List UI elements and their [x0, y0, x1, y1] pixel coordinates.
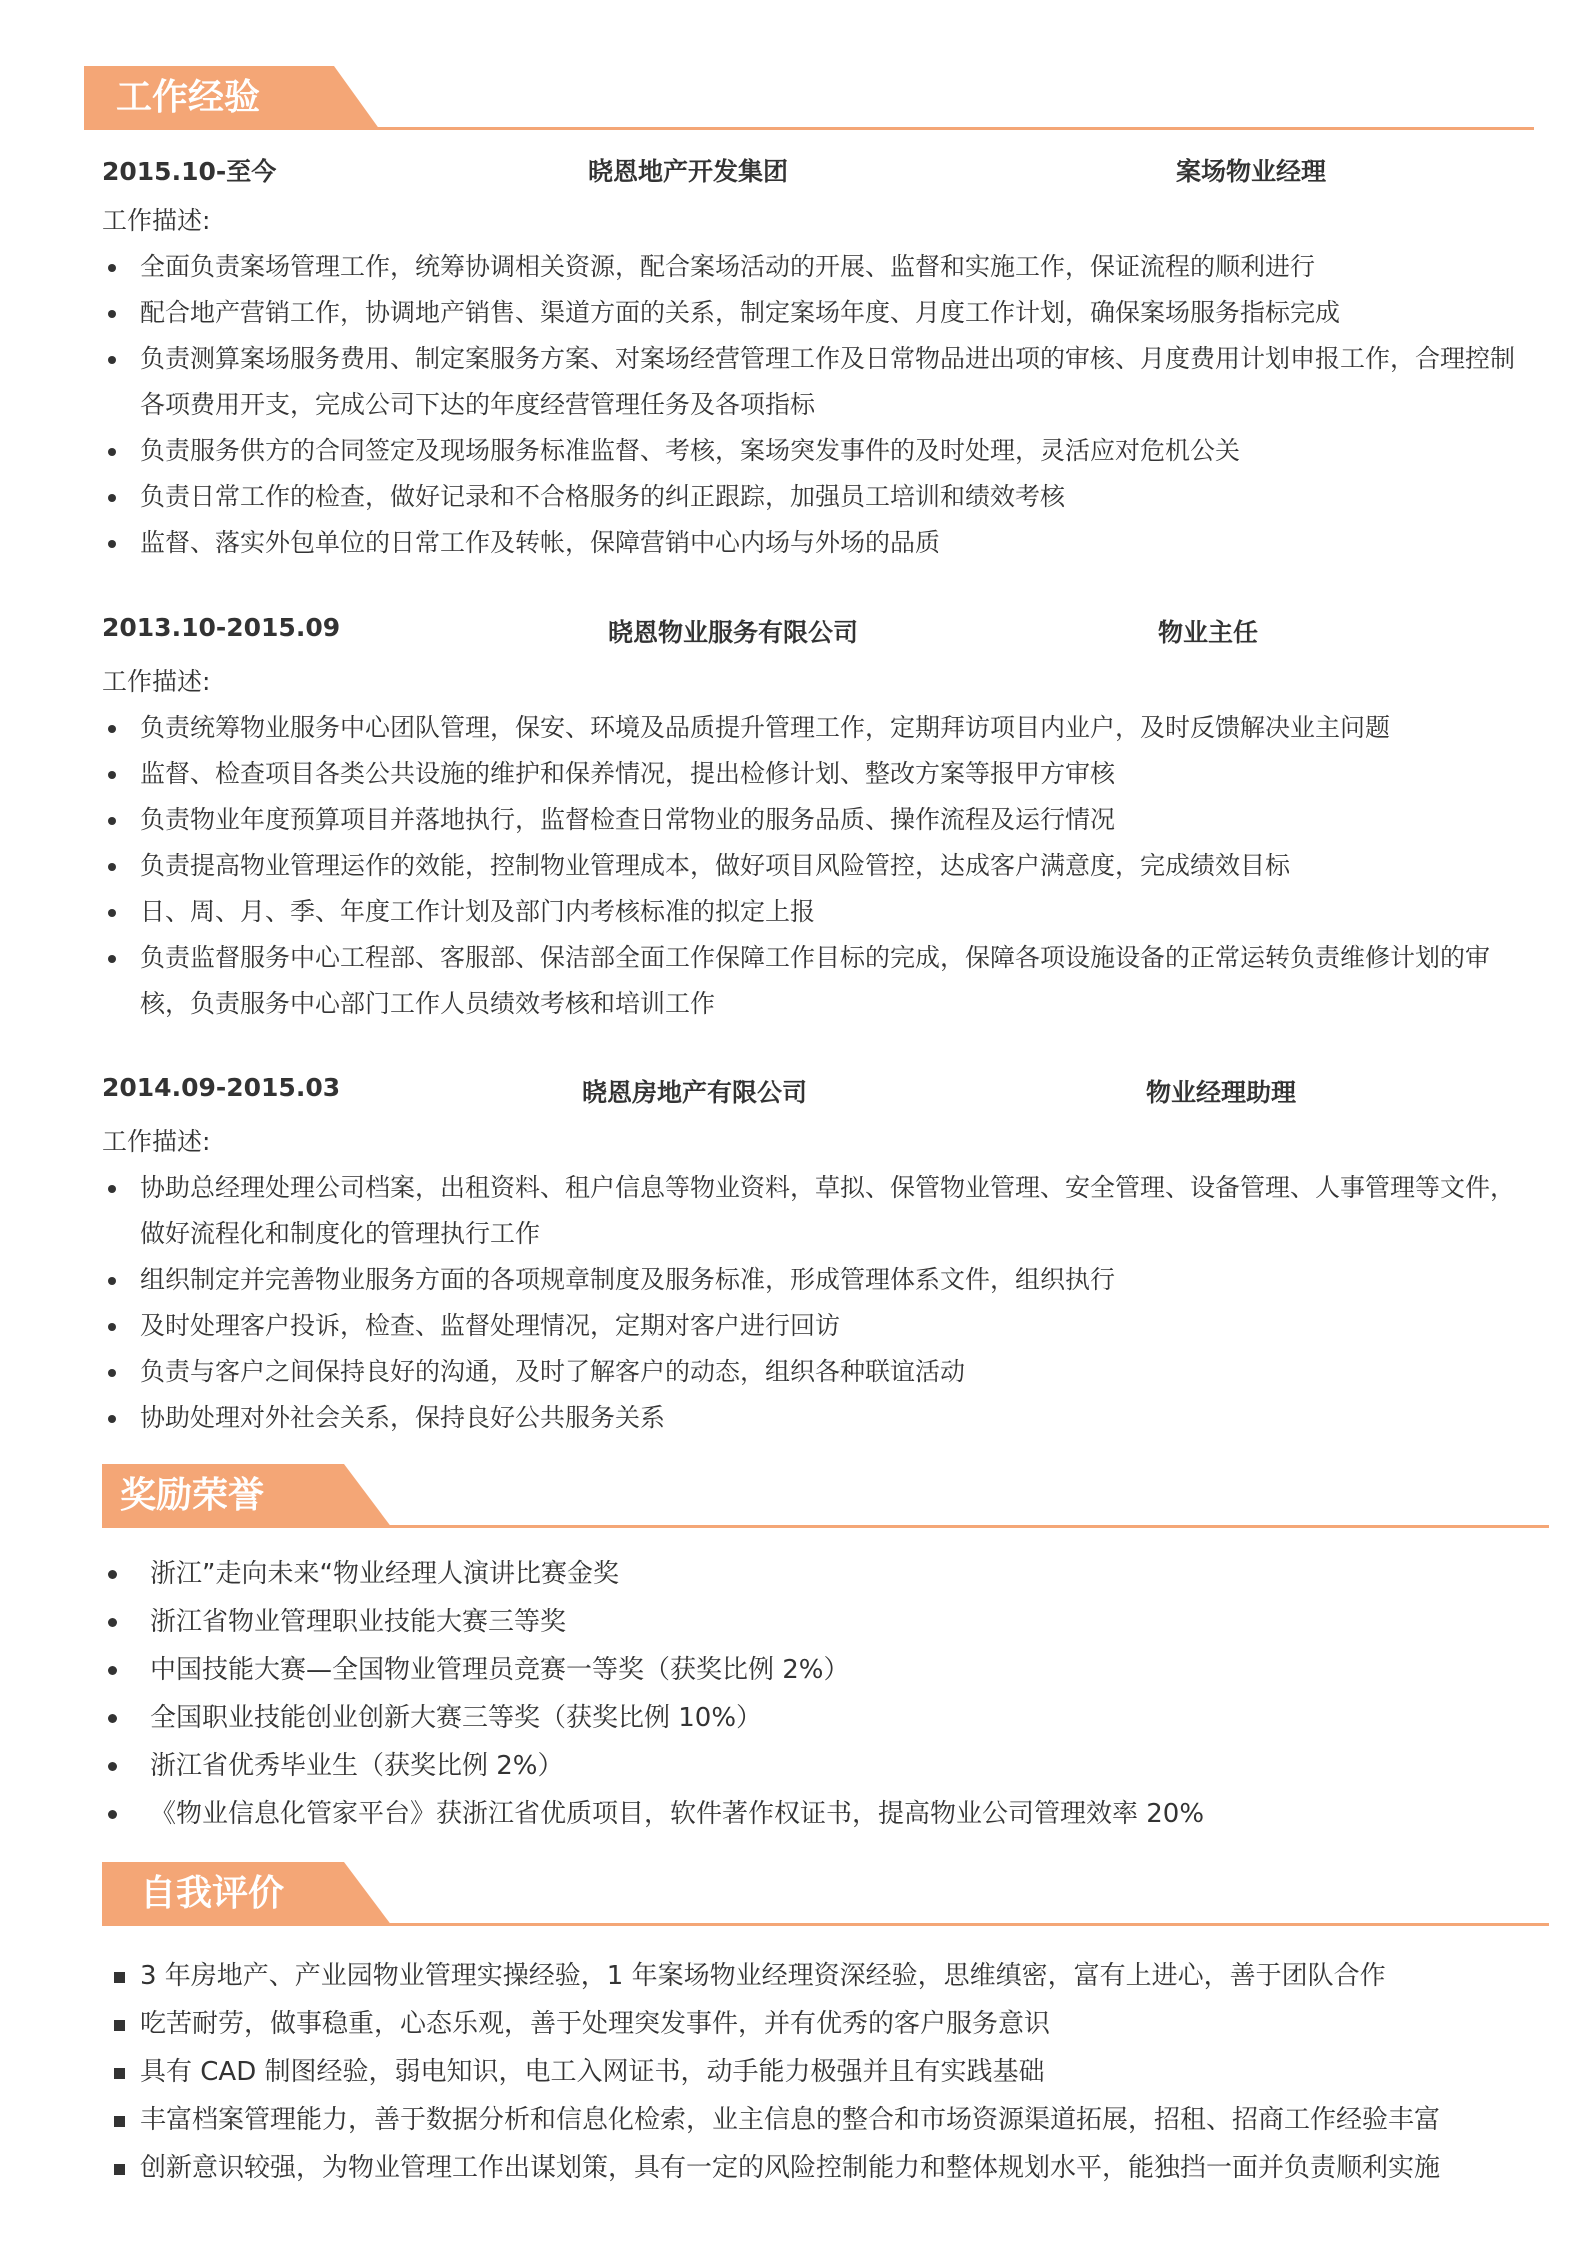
job-company: 晓恩物业服务有限公司 [608, 618, 859, 647]
section-title: 奖励荣誉 [120, 1475, 265, 1516]
list-item: 中国技能大赛—全国物业管理员竞赛一等奖（获奖比例 2%） [102, 1646, 1542, 1694]
job-duties [102, 1165, 1522, 1441]
list-item: 负责物业年度预算项目并落地执行，监督检查日常物业的服务品质、操作流程及运行情况 [102, 797, 1522, 843]
list-item: 负责统筹物业服务中心团队管理，保安、环境及品质提升管理工作，定期拜访项目内业户，及时反馈解决业主问题 [102, 705, 1522, 751]
job-entry [102, 613, 1522, 1027]
list-item: 全面负责案场管理工作，统筹协调相关资源，配合案场活动的开展、监督和实施工作，保证流程的顺利进行 [102, 244, 1522, 290]
list-item: 负责服务供方的合同签定及现场服务标准监督、考核，案场突发事件的及时处理，灵活应对危机公关 [102, 428, 1522, 474]
list-item: 配合地产营销工作，协调地产销售、渠道方面的关系，制定案场年度、月度工作计划，确保案场服务指标完成 [102, 290, 1522, 336]
list-item: 负责测算案场服务费用、制定案服务方案、对案场经营管理工作及日常物品进出项的审核、月度费用计划申报工作，合理控制各项费用开支，完成公司下达的年度经营管理任务及各项指标 [102, 336, 1522, 428]
section-title: 自我评价 [140, 1873, 285, 1914]
list-item: 《物业信息化管家平台》获浙江省优质项目，软件著作权证书，提高物业公司管理效率 20% [102, 1790, 1542, 1838]
list-item: 吃苦耐劳，做事稳重，心态乐观，善于处理突发事件，并有优秀的客户服务意识 [102, 2000, 1562, 2048]
job-duties [102, 244, 1522, 566]
section-divider [102, 1923, 1549, 1926]
section-divider [84, 127, 1534, 130]
job-entry [102, 1073, 1522, 1441]
job-position: 案场物业经理 [1176, 157, 1327, 186]
list-item: 负责与客户之间保持良好的沟通，及时了解客户的动态，组织各种联谊活动 [102, 1349, 1522, 1395]
job-company: 晓恩房地产有限公司 [582, 1078, 808, 1107]
list-item: 日、周、月、季、年度工作计划及部门内考核标准的拟定上报 [102, 889, 1522, 935]
list-item: 浙江省优秀毕业生（获奖比例 2%） [102, 1742, 1542, 1790]
list-item: 3 年房地产、产业园物业管理实操经验，1 年案场物业经理资深经验，思维缜密，富有上进心，善于团队合作 [102, 1952, 1562, 2000]
list-item: 负责日常工作的检查，做好记录和不合格服务的纠正跟踪，加强员工培训和绩效考核 [102, 474, 1522, 520]
job-period: 2014.09-2015.03 [102, 1073, 341, 1102]
list-item: 具有 CAD 制图经验，弱电知识，电工入网证书，动手能力极强并且有实践基础 [102, 2048, 1562, 2096]
job-period: 2015.10-至今 [102, 157, 277, 186]
list-item: 负责提高物业管理运作的效能，控制物业管理成本，做好项目风险管控，达成客户满意度，完成绩效目标 [102, 843, 1522, 889]
self-eval-section-header [102, 1862, 1549, 1926]
job-desc-label: 工作描述: [102, 667, 211, 696]
section-divider [102, 1525, 1549, 1528]
list-item: 组织制定并完善物业服务方面的各项规章制度及服务标准，形成管理体系文件，组织执行 [102, 1257, 1522, 1303]
job-entry [102, 152, 1522, 566]
work-section-header [84, 66, 1534, 130]
job-desc-label: 工作描述: [102, 206, 211, 235]
list-item: 浙江省物业管理职业技能大赛三等奖 [102, 1598, 1542, 1646]
job-position: 物业主任 [1158, 618, 1259, 647]
job-period: 2013.10-2015.09 [102, 613, 341, 642]
job-header [102, 613, 1522, 659]
job-header [102, 1073, 1522, 1119]
list-item: 及时处理客户投诉，检查、监督处理情况，定期对客户进行回访 [102, 1303, 1522, 1349]
awards-section-header [102, 1464, 1549, 1528]
job-position: 物业经理助理 [1146, 1078, 1297, 1107]
list-item: 浙江”走向未来“物业经理人演讲比赛金奖 [102, 1550, 1542, 1598]
awards-list [102, 1550, 1542, 1838]
list-item: 创新意识较强，为物业管理工作出谋划策，具有一定的风险控制能力和整体规划水平，能独挡一面并负责顺利实施 [102, 2144, 1562, 2192]
job-duties [102, 705, 1522, 1027]
section-title: 工作经验 [116, 77, 261, 118]
list-item: 负责监督服务中心工程部、客服部、保洁部全面工作保障工作目标的完成，保障各项设施设备的正常运转负责维修计划的审核，负责服务中心部门工作人员绩效考核和培训工作 [102, 935, 1522, 1027]
list-item: 全国职业技能创业创新大赛三等奖（获奖比例 10%） [102, 1694, 1542, 1742]
list-item: 监督、落实外包单位的日常工作及转帐，保障营销中心内场与外场的品质 [102, 520, 1522, 566]
list-item: 丰富档案管理能力，善于数据分析和信息化检索，业主信息的整合和市场资源渠道拓展，招租、招商工作经验丰富 [102, 2096, 1562, 2144]
job-desc-label: 工作描述: [102, 1127, 211, 1156]
job-header [102, 152, 1522, 198]
list-item: 监督、检查项目各类公共设施的维护和保养情况，提出检修计划、整改方案等报甲方审核 [102, 751, 1522, 797]
self-eval-list [102, 1952, 1562, 2192]
list-item: 协助处理对外社会关系，保持良好公共服务关系 [102, 1395, 1522, 1441]
list-item: 协助总经理处理公司档案，出租资料、租户信息等物业资料，草拟、保管物业管理、安全管理、设备管理、人事管理等文件，做好流程化和制度化的管理执行工作 [102, 1165, 1522, 1257]
job-company: 晓恩地产开发集团 [588, 157, 789, 186]
